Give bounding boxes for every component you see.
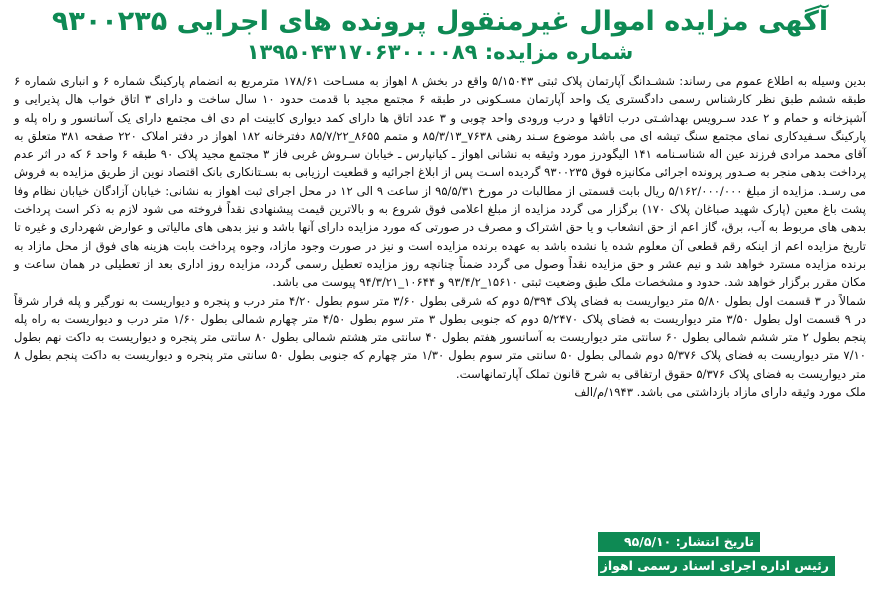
notice-paragraph-surplus: ملک مورد وثیقه دارای مازاد بازداشتی می باشد. ۱۹۴۳/م/الف — [574, 385, 866, 400]
notice-title: آگهی مزایده اموال غیرمنقول پرونده های اجرایی ۹۳۰۰۲۳۵ — [51, 6, 829, 37]
notice-paragraph-main: بدین وسیله به اطلاع عموم می رساند: ششـدانگ آپارتمان پلاک ثبتی ۵/۱۵۰۴۳ واقع در بخش ۸ اهواز به مسـاحت ۱۷۸/۶۱ مترمربع به انضمام پارکینگ شماره ۶ و انباری شماره ۶ طبقه ششم طبق نظر کارشناس رسمی دادگستری یک واحد آپارتمان مسـکونی در طبقه ۶ مجتمع مجید با قدمت حدود ۱۰ سال ساخت و دارای ۳ اتاق خواب هال پذیرایی و آشپزخانه و حمام و ۲ عدد سـرویس بهداشـتی درب اتاقها و درب ورودی واحد چوبی و ۳ عدد اتاق ها دارای کمد دیواری کابینت ام دی اف مجتمع دارای یک آسانسور و راه پله و پارکینگ سـفیدکاری نمای مجتمع سنگ تیشه ای می باشد موضوع سـند رهنی ۷۶۳۸_۸۵/۳/۱۳ و متمم ۸۶۵۵_۸۵/۷/۲۲ دفترخانه ۱۸۲ اهواز در دفتر املاک ۲۲۰ صفحه ۳۸۱ متعلق به آقای محمد مرادی فرزند عین اله شناسـنامه ۱۴۱ الیگودرز مورد وثیقه به نشانی اهواز ـ کیانپارس ـ خیابان سـروش غربی فاز ۳ مجتمع مجید پلاک ۹۰ طبقه ۶ واحد ۶ که در اثر عدم پرداخت بدهی منجر به صـدور پرونده اجرائی مکانیزه فوق ۹۳۰۰۲۳۵ گردیده اسـت پس از ابلاغ اجرائیه و قطعیت ارزیابی به بسـتانکاری بانک اقتصاد نوین از طریق مزایده به فروش می رسـد. مزایده از مبلغ ۵/۱۶۲/۰۰۰/۰۰۰ ریال بابت قسمتی از مطالبات در مورخ ۹۵/۵/۳۱ از ساعت ۹ الی ۱۲ در محل اجرای ثبت اهواز به نشانی: خیابان آزادگان خیابان نظام وفا پشت باغ معین (پارک شهید صباغان پلاک ۱۷۰) برگزار می گردد مزایده از مبلغ اعلامی فوق شروع به و بالاترین قیمت پیشنهادی نقداً فروخته می شود لازم به ذکر است پرداخت بدهی های مربوط به آب، برق، گاز اعم از حق انشعاب و یا حق اشتراک و مصرف در صورتی که مورد مزایده دارای آنها باشد و نیز بدهی های مالیاتی و عوارض شهرداری و غیره تا تاریخ مزایده اعم از اینکه رقم قطعی آن معلوم شده یا نشده باشد به عهده برنده مزایده است و نیز در صورت وجود مازاد، وجوه پرداخت بابت هزینه های فوق از محل مازاد به برنده مزایده مسترد خواهد شد و نیم عشر و حق مزایده نقداً وصول می گردد ضمناً چنانچه روز مزایده تعطیل رسمی گردد، مزایده روز اداری بعد از تعطیلی در همان ساعت و مکان مقرر برگزار خواهد شد. حدود و مشخصات ملک طبق وضعیت ثبتی ۱۵۶۱۰_۹۳/۴/۲ و ۱۰۶۴۴_۹۴/۳/۲۱ پیوست می باشد. — [14, 74, 867, 290]
publish-date-badge: تاریخ انتشار: ۹۵/۵/۱۰ — [598, 532, 760, 552]
notice-paragraph-boundaries: شمالاً در ۳ قسمت اول بطول ۵/۸۰ متر دیواریست به فضای پلاک ۵/۳۹۴ دوم که شرقی بطول ۳/۶۰ متر سوم بطول ۴/۲۰ متر درب و پنجره و دیواریست به نورگیر و پله فرار شرقاً در ۹ قسمت اول بطول ۳/۵۰ متر دیواریست به فضای پلاک ۵/۲۴۷۰ دوم که جنوبی بطول ۳ متر سوم بطول ۴/۵۰ متر چهارم شمالی بطول ۱/۶۰ متر درب و دیواریست به راه پله پنجم بطول ۲ متر ششم شمالی بطول ۶۰ سانتی متر دیواریست به آسانسور هفتم بطول ۴۰ سانتی متر هشتم شمالی بطول ۸۰ سانتی متر پنجره و دیواریست به داکت نهم بطول ۷/۱۰ متر دیواریست به فضای پلاک ۵/۳۷۶ دوم شمالی بطول ۵۰ سانتی متر سوم بطول ۱/۳۰ متر چهارم که جنوبی بطول ۵۰ سانتی متر پنجره و دیواریست به داکت پنجم بطول ۸ متر دیواریست به فضای پلاک ۵/۳۷۶ حقوق ارتفاقی به شرح قانون تملک آپارتمانهاست. — [14, 293, 866, 381]
auction-number: شماره مزایده: ۱۳۹۵۰۴۳۱۷۰۶۳۰۰۰۰۸۹ — [246, 40, 634, 64]
signature-badge: رئیس اداره اجرای اسناد رسمی اهواز ـ مهدی بهمئی — [598, 556, 835, 576]
notice-footer — [509, 532, 855, 580]
